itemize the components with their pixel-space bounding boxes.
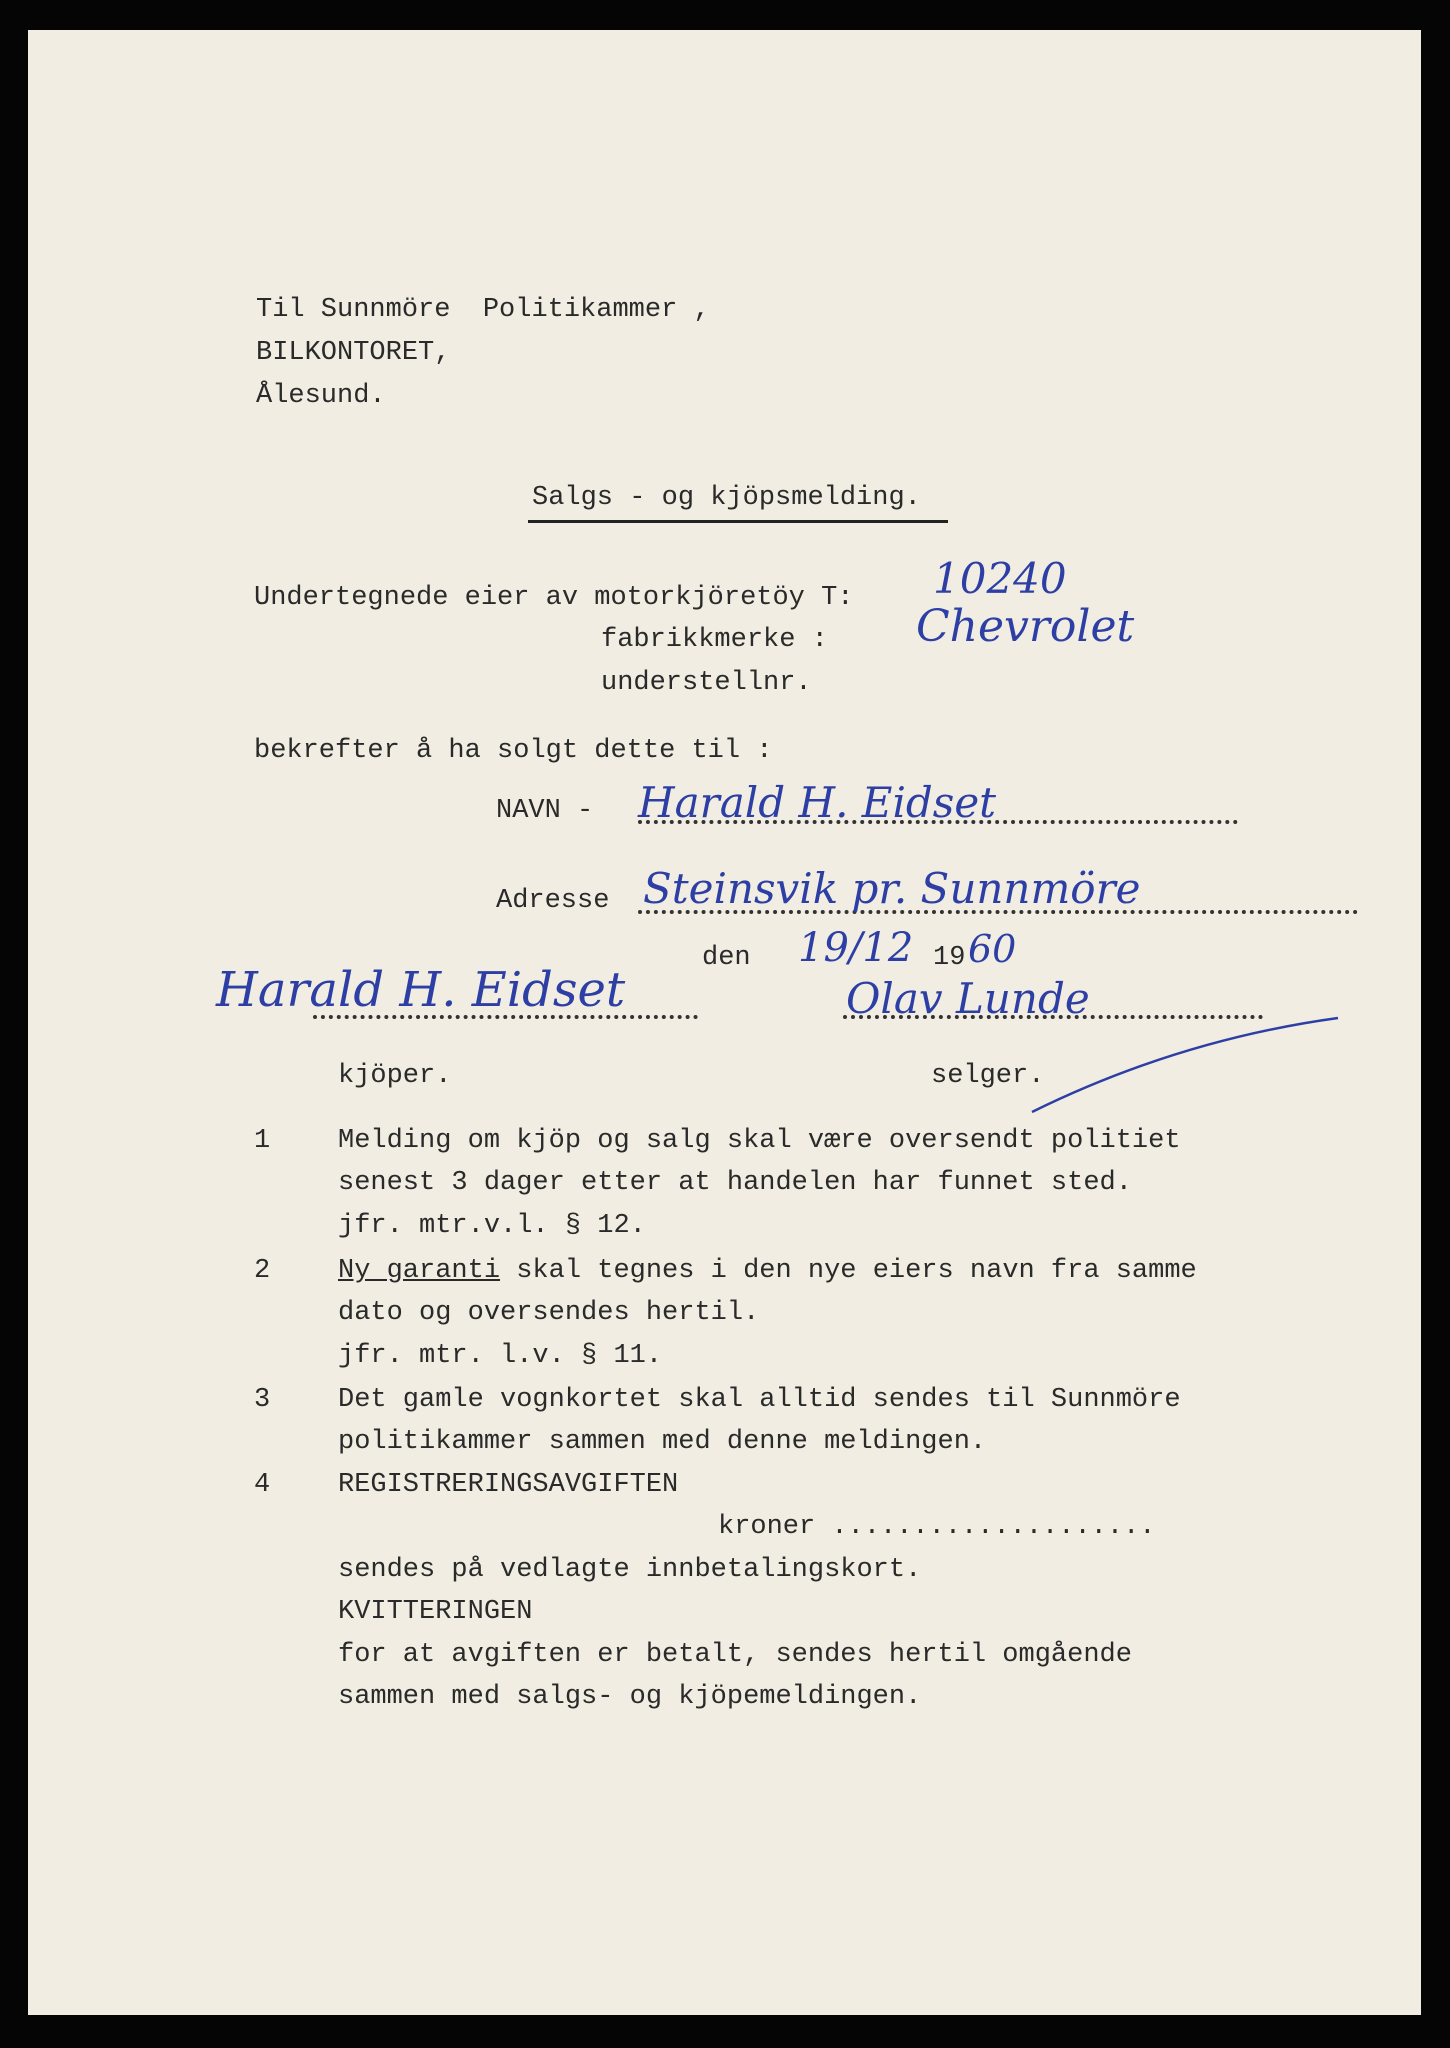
title-underline — [528, 520, 948, 523]
registration-number-handwritten: 10240 — [933, 554, 1067, 603]
buyer-signature-line — [313, 1015, 698, 1019]
buyer-name-handwritten: Harald H. Eidset — [638, 778, 997, 827]
rule-1-line-3: jfr. mtr.v.l. § 12. — [338, 1211, 646, 1241]
seller-signature: Olav Lunde — [846, 974, 1090, 1023]
address-label: Adresse — [496, 886, 610, 916]
rule-4-line-3: sendes på vedlagte innbetalingskort. — [338, 1555, 922, 1585]
date-label: den — [702, 943, 751, 973]
seller-label: selger. — [931, 1061, 1045, 1091]
rule-2-underlined-term: Ny garanti — [338, 1256, 501, 1286]
rule-3-number: 3 — [254, 1385, 271, 1415]
rule-4-number: 4 — [254, 1470, 271, 1500]
rule-1-line-2: senest 3 dager etter at handelen har funnet sted. — [338, 1168, 1132, 1198]
buyer-signature: Harald H. Eidset — [216, 962, 626, 1018]
rule-4-line-4: KVITTERINGEN — [338, 1597, 533, 1627]
year-prefix: 19 — [933, 943, 966, 973]
rule-4-line-6: sammen med salgs- og kjöpemeldingen. — [338, 1682, 922, 1712]
rule-1-line-1: Melding om kjöp og salg skal være oversendt politiet — [338, 1126, 1181, 1156]
address-line-1: Til Sunnmöre Politikammer , — [256, 295, 710, 325]
rule-2-line-1-rest: skal tegnes i den nye eiers navn fra samme — [500, 1256, 1197, 1286]
date-handwritten: 19/12 — [798, 925, 914, 971]
buyer-label: kjöper. — [338, 1061, 452, 1091]
confirm-label: bekrefter å ha solgt dette til : — [254, 736, 773, 766]
name-label: NAVN - — [496, 796, 594, 826]
rule-4-kroner: kroner .................... — [718, 1512, 1156, 1542]
rule-2-line-2: dato og oversendes hertil. — [338, 1298, 760, 1328]
rule-4-line-5: for at avgiften er betalt, sendes hertil omgående — [338, 1640, 1132, 1670]
rule-2-number: 2 — [254, 1256, 271, 1286]
rule-3-line-1: Det gamle vognkortet skal alltid sendes til Sunnmöre — [338, 1385, 1181, 1415]
rule-1-number: 1 — [254, 1126, 271, 1156]
owner-label: Undertegnede eier av motorkjöretöy T: — [254, 583, 854, 613]
address-line-2: BILKONTORET, — [256, 338, 451, 368]
form-title: Salgs - og kjöpsmelding. — [532, 483, 921, 513]
buyer-address-handwritten: Steinsvik pr. Sunnmöre — [643, 864, 1141, 913]
rule-3-line-2: politikammer sammen med denne meldingen. — [338, 1427, 987, 1457]
rule-4-line-1: REGISTRERINGSAVGIFTEN — [338, 1470, 679, 1500]
brand-handwritten: Chevrolet — [916, 601, 1135, 652]
rule-2-line-3: jfr. mtr. l.v. § 11. — [338, 1341, 663, 1371]
document-page — [28, 30, 1421, 2015]
year-handwritten: 60 — [968, 927, 1017, 971]
signature-flourish — [1028, 1000, 1348, 1120]
rule-2-line-1 — [338, 1258, 1197, 1285]
address-line-3: Ålesund. — [256, 381, 386, 411]
brand-label: fabrikkmerke : — [601, 625, 828, 655]
chassis-label: understellnr. — [601, 668, 812, 698]
